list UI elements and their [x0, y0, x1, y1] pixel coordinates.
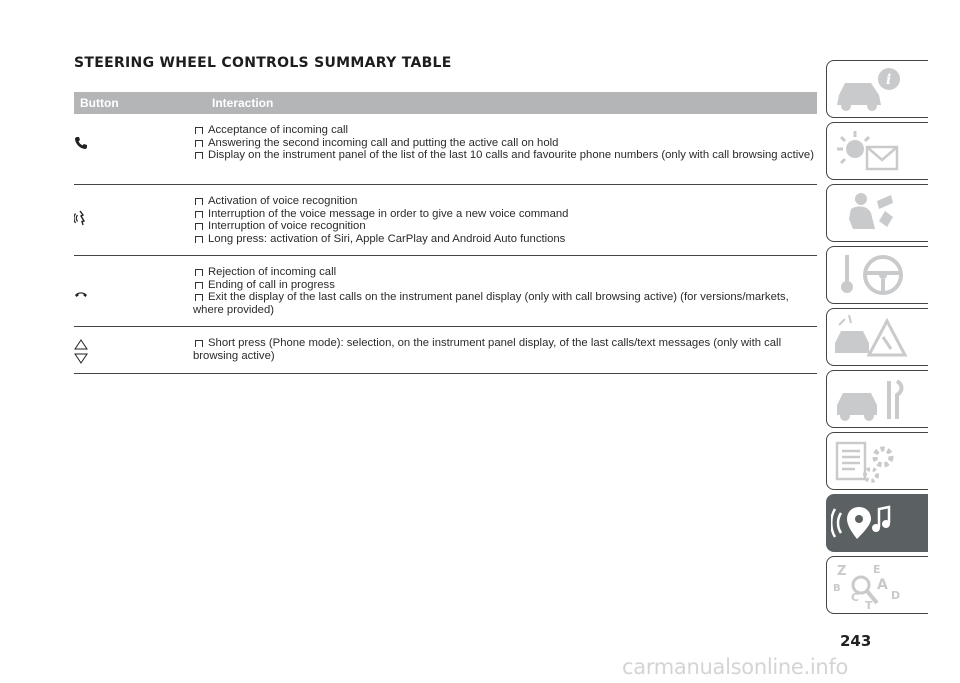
list-item: Activation of voice recognition	[193, 195, 814, 208]
table-header	[74, 92, 817, 114]
list-item: Ending of call in progress	[193, 279, 814, 292]
table-row	[74, 114, 817, 185]
interaction-cell	[193, 185, 814, 255]
tab-index[interactable]	[826, 556, 928, 614]
technical-data-icon	[831, 437, 925, 487]
multimedia-icon	[831, 499, 925, 549]
bullet-icon	[195, 127, 203, 134]
phone-icon	[74, 136, 88, 155]
emergency-icon	[831, 313, 925, 363]
interaction-cell	[193, 114, 814, 184]
index-letter-d: D	[891, 589, 901, 602]
index-icon	[831, 561, 925, 611]
list-item: Interruption of the voice message in order to give a new voice command	[193, 208, 814, 221]
index-letter-z: Z	[837, 564, 847, 579]
svg-text:i: i	[886, 72, 892, 88]
table-row	[74, 256, 817, 327]
index-letter-a: A	[877, 577, 888, 593]
list-item: Short press (Phone mode): selection, on the instrument panel display, of the last calls/text messages (only with call browsing active)	[193, 337, 782, 362]
bullet-icon	[195, 198, 203, 205]
tab-car-info[interactable]	[826, 60, 928, 118]
header-button: Button	[80, 96, 119, 110]
bullet-icon	[195, 223, 203, 230]
bullet-icon	[195, 282, 203, 289]
page-number: 243	[840, 632, 872, 650]
index-letter-t: T	[865, 599, 873, 611]
bullet-icon	[195, 236, 203, 243]
maintenance-icon	[831, 375, 925, 425]
bullet-icon	[195, 152, 203, 159]
list-item: Display on the instrument panel of the list of the last 10 calls and favourite phone numbers (only with call browsing active)	[193, 149, 814, 162]
warning-lights-icon	[831, 127, 925, 177]
tab-multimedia[interactable]	[826, 494, 928, 552]
bullet-icon	[195, 269, 203, 276]
index-letter-b: B	[833, 583, 841, 594]
bullet-icon	[195, 340, 203, 347]
list-item: Rejection of incoming call	[193, 266, 814, 279]
list-item: Answering the second incoming call and putting the active call on hold	[193, 137, 814, 150]
watermark: carmanualsonline.info	[622, 655, 849, 679]
tab-technical-data[interactable]	[826, 432, 928, 490]
index-letter-c: C	[851, 591, 860, 604]
tab-warning-lights[interactable]	[826, 122, 928, 180]
table-row	[74, 185, 817, 256]
bullet-icon	[195, 211, 203, 218]
button-cell	[74, 114, 196, 184]
seat-safety-icon	[831, 189, 925, 239]
button-cell	[74, 327, 196, 373]
bullet-icon	[195, 140, 203, 147]
up-down-arrows-icon	[74, 339, 88, 370]
page-title: STEERING WHEEL CONTROLS SUMMARY TABLE	[74, 55, 452, 71]
bullet-icon	[195, 294, 203, 301]
table-row	[74, 327, 817, 374]
button-cell	[74, 256, 196, 326]
interaction-cell	[193, 327, 814, 373]
controls-summary-table	[74, 92, 817, 374]
list-item: Acceptance of incoming call	[193, 124, 814, 137]
starting-driving-icon	[831, 251, 925, 301]
list-item: Exit the display of the last calls on the instrument panel display (only with call browsing active) (for versions/markets, where provided)	[193, 291, 789, 316]
hang-up-icon	[74, 285, 88, 303]
car-info-icon	[831, 65, 925, 115]
tab-starting-driving[interactable]	[826, 246, 928, 304]
tab-emergency[interactable]	[826, 308, 928, 366]
list-item: Long press: activation of Siri, Apple CarPlay and Android Auto functions	[193, 233, 814, 246]
tab-seat-safety[interactable]	[826, 184, 928, 242]
header-interaction: Interaction	[212, 96, 274, 110]
interaction-cell	[193, 256, 814, 326]
list-item: Interruption of voice recognition	[193, 220, 814, 233]
voice-recognition-icon	[74, 210, 88, 231]
tab-maintenance[interactable]	[826, 370, 928, 428]
button-cell	[74, 185, 196, 255]
index-letter-e: E	[873, 563, 881, 576]
